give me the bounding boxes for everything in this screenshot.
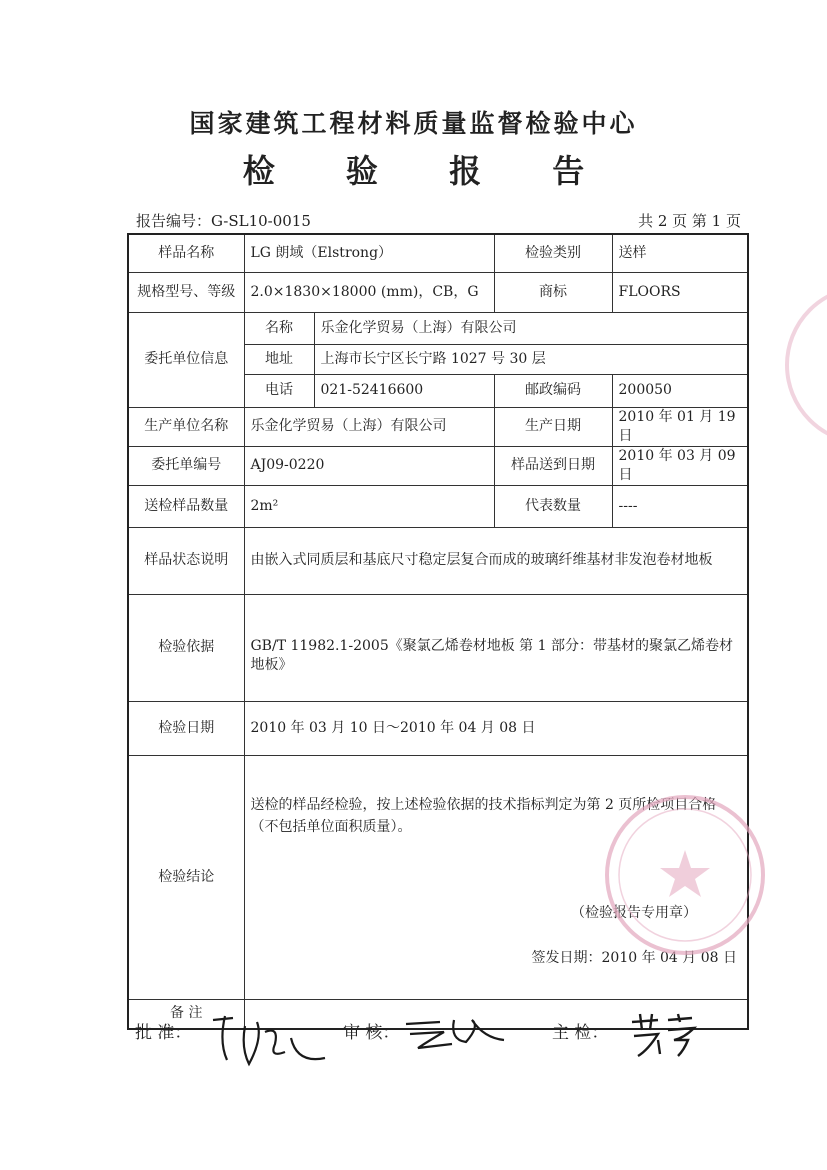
- row-client-name: [128, 312, 748, 344]
- representative-qty-label: 代表数量: [494, 485, 612, 527]
- inspector-signature-icon: [628, 1010, 698, 1060]
- sample-name-label: 样品名称: [128, 234, 244, 272]
- partial-seal-icon: [770, 280, 827, 450]
- page-count: 共 2 页 第 1 页: [638, 212, 741, 230]
- row-test-date: [128, 701, 748, 755]
- test-date-value: 2010 年 03 月 10 日～2010 年 04 月 08 日: [244, 701, 748, 755]
- client-phone-label: 电话: [244, 374, 314, 407]
- sample-state-value: 由嵌入式同质层和基底尺寸稳定层复合而成的玻璃纤维基材非发泡卷材地板: [244, 527, 748, 594]
- brand-label: 商标: [494, 272, 612, 312]
- quantity-value: 2m²: [244, 485, 494, 527]
- spec-value: 2.0×1830×18000 (mm)，CB，G: [244, 272, 494, 312]
- sample-name-value: LG 朗域（Elstrong）: [244, 234, 494, 272]
- row-manufacturer: [128, 407, 748, 446]
- row-quantity: [128, 485, 748, 527]
- issue-date: 签发日期：2010 年 04 月 08 日: [531, 949, 738, 966]
- row-spec: [128, 272, 748, 312]
- conclusion-text: 送检的样品经检验，按上述检验依据的技术指标判定为第 2 页所检项目合格（不包括单位面积质量）。: [250, 796, 717, 835]
- basis-value: GB/T 11982.1-2005《聚氯乙烯卷材地板 第 1 部分：带基材的聚氯乙烯卷材地板》: [244, 594, 748, 701]
- spec-label: 规格型号、等级: [128, 272, 244, 312]
- stamp-note: （检验报告专用章）: [571, 904, 698, 921]
- sample-state-label: 样品状态说明: [128, 527, 244, 594]
- quantity-label: 送检样品数量: [128, 485, 244, 527]
- order-no-label: 委托单编号: [128, 446, 244, 485]
- client-address-value: 上海市长宁区长宁路 1027 号 30 层: [314, 344, 748, 374]
- client-phone-value: 021-52416600: [314, 374, 494, 407]
- brand-value: FLOORS: [612, 272, 748, 312]
- basis-label: 检验依据: [128, 594, 244, 701]
- representative-qty-value: ----: [612, 485, 748, 527]
- remarks-label: 备 注: [128, 999, 244, 1029]
- inspection-seal-icon: [600, 790, 770, 960]
- test-type-value: 送样: [612, 234, 748, 272]
- review-label: 审 核：: [343, 1023, 400, 1043]
- postal-code-label: 邮政编码: [494, 374, 612, 407]
- row-sample-state: [128, 527, 748, 594]
- test-date-label: 检验日期: [128, 701, 244, 755]
- client-address-label: 地址: [244, 344, 314, 374]
- row-sample-name: [128, 234, 748, 272]
- report-title: 检 验 报 告: [242, 152, 615, 190]
- client-info-label: 委托单位信息: [128, 312, 244, 407]
- approver-signature-icon: [205, 1008, 335, 1070]
- row-order: [128, 446, 748, 485]
- report-number: 报告编号：G-SL10-0015: [136, 212, 311, 230]
- test-type-label: 检验类别: [494, 234, 612, 272]
- order-no-value: AJ09-0220: [244, 446, 494, 485]
- row-basis: [128, 594, 748, 701]
- reviewer-signature-icon: [400, 1014, 510, 1056]
- manufacturer-value: 乐金化学贸易（上海）有限公司: [244, 407, 494, 446]
- inspector-label: 主 检：: [552, 1023, 609, 1043]
- client-name-value: 乐金化学贸易（上海）有限公司: [314, 312, 748, 344]
- delivery-date-value: 2010 年 03 月 09 日: [612, 446, 748, 485]
- approve-label: 批 准：: [135, 1023, 192, 1043]
- organization-name: 国家建筑工程材料质量监督检验中心: [189, 109, 638, 138]
- client-name-label: 名称: [244, 312, 314, 344]
- delivery-date-label: 样品送到日期: [494, 446, 612, 485]
- production-date-value: 2010 年 01 月 19 日: [612, 407, 748, 446]
- postal-code-value: 200050: [612, 374, 748, 407]
- conclusion-label: 检验结论: [128, 755, 244, 999]
- production-date-label: 生产日期: [494, 407, 612, 446]
- manufacturer-label: 生产单位名称: [128, 407, 244, 446]
